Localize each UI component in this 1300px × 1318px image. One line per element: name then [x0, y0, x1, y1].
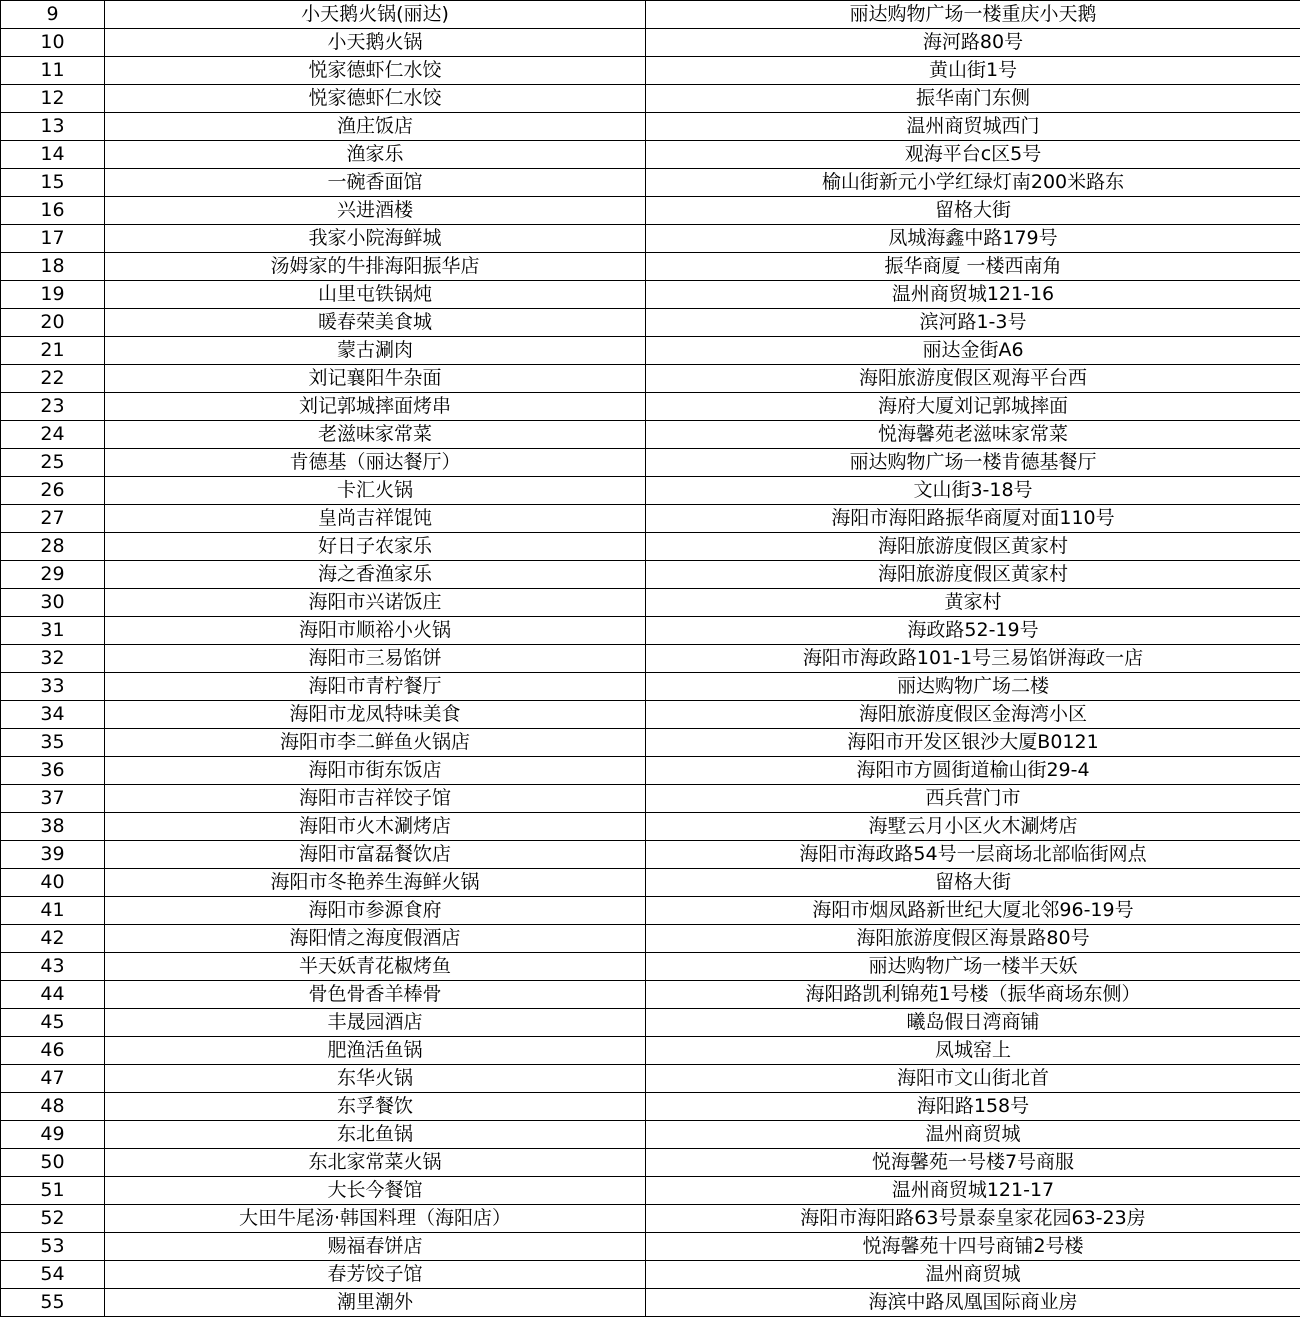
table-row — [1, 141, 1300, 169]
table-row — [1, 729, 1300, 757]
table-row — [1, 813, 1300, 841]
row-number-cell[interactable]: 19 — [1, 281, 105, 309]
table-row — [1, 1009, 1300, 1037]
restaurant-name-cell[interactable]: 暖春荣美食城 — [105, 309, 646, 337]
row-number-cell[interactable]: 28 — [1, 533, 105, 561]
table-row — [1, 701, 1300, 729]
table-row — [1, 785, 1300, 813]
table-row — [1, 225, 1300, 253]
row-number-cell[interactable]: 11 — [1, 57, 105, 85]
restaurant-name-cell[interactable]: 蒙古涮肉 — [105, 337, 646, 365]
row-number-cell[interactable]: 33 — [1, 673, 105, 701]
table-row — [1, 561, 1300, 589]
row-number-cell[interactable]: 23 — [1, 393, 105, 421]
table-row — [1, 981, 1300, 1009]
restaurant-name-cell[interactable]: 老滋味家常菜 — [105, 421, 646, 449]
row-number-cell[interactable]: 15 — [1, 169, 105, 197]
row-number-cell[interactable]: 40 — [1, 869, 105, 897]
row-number-cell[interactable]: 47 — [1, 1065, 105, 1093]
restaurant-address-cell[interactable]: 海阳市方圆街道榆山街29-4 — [646, 757, 1300, 785]
restaurant-address-cell[interactable]: 丽达购物广场一楼半天妖 — [646, 953, 1300, 981]
table-row — [1, 533, 1300, 561]
restaurant-address-cell[interactable]: 海阳市海阳路振华商厦对面110号 — [646, 505, 1300, 533]
restaurant-address-cell[interactable]: 温州商贸城 — [646, 1121, 1300, 1149]
restaurant-address-cell[interactable]: 海阳旅游度假区黄家村 — [646, 533, 1300, 561]
table-row — [1, 925, 1300, 953]
restaurant-name-cell[interactable]: 海阳市街东饭店 — [105, 757, 646, 785]
row-number-cell[interactable]: 16 — [1, 197, 105, 225]
row-number-cell[interactable]: 53 — [1, 1233, 105, 1261]
restaurant-name-cell[interactable]: 肯德基（丽达餐厅） — [105, 449, 646, 477]
restaurant-address-cell[interactable]: 黄山街1号 — [646, 57, 1300, 85]
table-row — [1, 841, 1300, 869]
table-row — [1, 1177, 1300, 1205]
row-number-cell[interactable]: 34 — [1, 701, 105, 729]
table-row — [1, 113, 1300, 141]
restaurant-name-cell[interactable]: 海阳市参源食府 — [105, 897, 646, 925]
row-number-cell[interactable]: 32 — [1, 645, 105, 673]
restaurant-address-cell[interactable]: 海墅云月小区火木涮烤店 — [646, 813, 1300, 841]
restaurant-name-cell[interactable]: 好日子农家乐 — [105, 533, 646, 561]
restaurant-name-cell[interactable]: 丰晟园酒店 — [105, 1009, 646, 1037]
restaurant-address-cell[interactable]: 海阳路158号 — [646, 1093, 1300, 1121]
restaurant-address-cell[interactable]: 黄家村 — [646, 589, 1300, 617]
table-row — [1, 673, 1300, 701]
restaurant-name-cell[interactable]: 海阳情之海度假酒店 — [105, 925, 646, 953]
restaurant-name-cell[interactable]: 海阳市富磊餐饮店 — [105, 841, 646, 869]
table-row — [1, 757, 1300, 785]
restaurant-address-cell[interactable]: 海阳旅游度假区观海平台西 — [646, 365, 1300, 393]
row-number-cell[interactable]: 12 — [1, 85, 105, 113]
row-number-cell[interactable]: 38 — [1, 813, 105, 841]
restaurant-address-cell[interactable]: 凤城海鑫中路179号 — [646, 225, 1300, 253]
restaurant-name-cell[interactable]: 海阳市吉祥饺子馆 — [105, 785, 646, 813]
restaurant-address-cell[interactable]: 海阳市开发区银沙大厦B0121 — [646, 729, 1300, 757]
table-row — [1, 29, 1300, 57]
restaurant-name-cell[interactable]: 海阳市青柠餐厅 — [105, 673, 646, 701]
row-number-cell[interactable]: 22 — [1, 365, 105, 393]
table-row — [1, 953, 1300, 981]
restaurant-name-cell[interactable]: 潮里潮外 — [105, 1289, 646, 1317]
table-row — [1, 1233, 1300, 1261]
restaurant-address-cell[interactable]: 振华商厦 一楼西南角 — [646, 253, 1300, 281]
restaurant-name-cell[interactable]: 海阳市冬艳养生海鲜火锅 — [105, 869, 646, 897]
row-number-cell[interactable]: 49 — [1, 1121, 105, 1149]
row-number-cell[interactable]: 52 — [1, 1205, 105, 1233]
table-row — [1, 505, 1300, 533]
table-row — [1, 1149, 1300, 1177]
row-number-cell[interactable]: 48 — [1, 1093, 105, 1121]
restaurant-name-cell[interactable]: 刘记襄阳牛杂面 — [105, 365, 646, 393]
row-number-cell[interactable]: 27 — [1, 505, 105, 533]
restaurant-address-cell[interactable]: 振华南门东侧 — [646, 85, 1300, 113]
restaurant-address-cell[interactable]: 海河路80号 — [646, 29, 1300, 57]
table-row — [1, 1, 1300, 29]
row-number-cell[interactable]: 29 — [1, 561, 105, 589]
restaurant-address-cell[interactable]: 海阳市烟凤路新世纪大厦北邻96-19号 — [646, 897, 1300, 925]
row-number-cell[interactable]: 37 — [1, 785, 105, 813]
restaurant-name-cell[interactable]: 骨色骨香羊棒骨 — [105, 981, 646, 1009]
table-row — [1, 897, 1300, 925]
table-row — [1, 869, 1300, 897]
restaurant-name-cell[interactable]: 渔庄饭店 — [105, 113, 646, 141]
restaurant-name-cell[interactable]: 海阳市火木涮烤店 — [105, 813, 646, 841]
row-number-cell[interactable]: 44 — [1, 981, 105, 1009]
restaurant-name-cell[interactable]: 大长今餐馆 — [105, 1177, 646, 1205]
row-number-cell[interactable]: 41 — [1, 897, 105, 925]
restaurant-name-cell[interactable]: 春芳饺子馆 — [105, 1261, 646, 1289]
restaurant-address-cell[interactable]: 海政路52-19号 — [646, 617, 1300, 645]
restaurant-name-cell[interactable]: 小天鹅火锅(丽达) — [105, 1, 646, 29]
row-number-cell[interactable]: 50 — [1, 1149, 105, 1177]
restaurant-name-cell[interactable]: 渔家乐 — [105, 141, 646, 169]
restaurant-address-cell[interactable]: 西兵营门市 — [646, 785, 1300, 813]
restaurant-address-cell[interactable]: 温州商贸城121-17 — [646, 1177, 1300, 1205]
restaurant-address-cell[interactable]: 留格大街 — [646, 197, 1300, 225]
row-number-cell[interactable]: 20 — [1, 309, 105, 337]
table-row — [1, 253, 1300, 281]
restaurant-name-cell[interactable]: 海阳市兴诺饭庄 — [105, 589, 646, 617]
row-number-cell[interactable]: 14 — [1, 141, 105, 169]
row-number-cell[interactable]: 55 — [1, 1289, 105, 1317]
row-number-cell[interactable]: 42 — [1, 925, 105, 953]
restaurant-address-cell[interactable]: 海阳旅游度假区海景路80号 — [646, 925, 1300, 953]
restaurant-name-cell[interactable]: 大田牛尾汤·韩国料理（海阳店） — [105, 1205, 646, 1233]
restaurant-address-cell[interactable]: 曦岛假日湾商铺 — [646, 1009, 1300, 1037]
restaurant-address-cell[interactable]: 海阳路凯利锦苑1号楼（振华商场东侧） — [646, 981, 1300, 1009]
restaurant-address-cell[interactable]: 海阳旅游度假区黄家村 — [646, 561, 1300, 589]
row-number-cell[interactable]: 35 — [1, 729, 105, 757]
table-row — [1, 281, 1300, 309]
row-number-cell[interactable]: 13 — [1, 113, 105, 141]
table-row — [1, 337, 1300, 365]
restaurant-address-cell[interactable]: 温州商贸城 — [646, 1261, 1300, 1289]
restaurant-address-cell[interactable]: 海阳市海政路101-1号三易馅饼海政一店 — [646, 645, 1300, 673]
restaurant-name-cell[interactable]: 悦家德虾仁水饺 — [105, 85, 646, 113]
restaurant-name-cell[interactable]: 皇尚吉祥馄饨 — [105, 505, 646, 533]
restaurant-address-cell[interactable]: 丽达金街A6 — [646, 337, 1300, 365]
restaurant-name-cell[interactable]: 悦家德虾仁水饺 — [105, 57, 646, 85]
table-row — [1, 1093, 1300, 1121]
row-number-cell[interactable]: 30 — [1, 589, 105, 617]
restaurant-name-cell[interactable]: 海之香渔家乐 — [105, 561, 646, 589]
restaurant-address-cell[interactable]: 丽达购物广场一楼重庆小天鹅 — [646, 1, 1300, 29]
restaurant-name-cell[interactable]: 我家小院海鲜城 — [105, 225, 646, 253]
row-number-cell[interactable]: 31 — [1, 617, 105, 645]
row-number-cell[interactable]: 51 — [1, 1177, 105, 1205]
table-row — [1, 1289, 1300, 1317]
restaurant-address-cell[interactable]: 凤城窑上 — [646, 1037, 1300, 1065]
row-number-cell[interactable]: 10 — [1, 29, 105, 57]
table-row — [1, 309, 1300, 337]
row-number-cell[interactable]: 25 — [1, 449, 105, 477]
restaurant-address-cell[interactable]: 丽达购物广场一楼肯德基餐厅 — [646, 449, 1300, 477]
restaurant-address-cell[interactable]: 海阳旅游度假区金海湾小区 — [646, 701, 1300, 729]
table-row — [1, 85, 1300, 113]
restaurant-name-cell[interactable]: 海阳市龙凤特味美食 — [105, 701, 646, 729]
restaurant-name-cell[interactable]: 赐福春饼店 — [105, 1233, 646, 1261]
restaurant-name-cell[interactable]: 山里屯铁锅炖 — [105, 281, 646, 309]
table-row — [1, 57, 1300, 85]
restaurant-name-cell[interactable]: 兴进酒楼 — [105, 197, 646, 225]
table-row — [1, 197, 1300, 225]
row-number-cell[interactable]: 46 — [1, 1037, 105, 1065]
row-number-cell[interactable]: 54 — [1, 1261, 105, 1289]
restaurant-address-cell[interactable]: 海滨中路凤凰国际商业房 — [646, 1289, 1300, 1317]
restaurant-name-cell[interactable]: 海阳市顺裕小火锅 — [105, 617, 646, 645]
table-row — [1, 645, 1300, 673]
row-number-cell[interactable]: 39 — [1, 841, 105, 869]
restaurant-address-cell[interactable]: 温州商贸城121-16 — [646, 281, 1300, 309]
table-row — [1, 1261, 1300, 1289]
table-row — [1, 477, 1300, 505]
table-row — [1, 589, 1300, 617]
restaurant-address-cell[interactable]: 榆山街新元小学红绿灯南200米路东 — [646, 169, 1300, 197]
restaurant-name-cell[interactable]: 东北鱼锅 — [105, 1121, 646, 1149]
restaurant-address-cell[interactable]: 悦海馨苑十四号商铺2号楼 — [646, 1233, 1300, 1261]
table-row — [1, 393, 1300, 421]
restaurant-address-cell[interactable]: 海阳市海政路54号一层商场北部临街网点 — [646, 841, 1300, 869]
row-number-cell[interactable]: 18 — [1, 253, 105, 281]
restaurant-name-cell[interactable]: 海阳市三易馅饼 — [105, 645, 646, 673]
restaurant-address-cell[interactable]: 滨河路1-3号 — [646, 309, 1300, 337]
restaurant-address-cell[interactable]: 悦海馨苑老滋味家常菜 — [646, 421, 1300, 449]
table-row — [1, 169, 1300, 197]
row-number-cell[interactable]: 26 — [1, 477, 105, 505]
restaurant-name-cell[interactable]: 小天鹅火锅 — [105, 29, 646, 57]
restaurant-address-cell[interactable]: 海阳市文山街北首 — [646, 1065, 1300, 1093]
restaurant-name-cell[interactable]: 东孚餐饮 — [105, 1093, 646, 1121]
table-body — [1, 1, 1300, 1317]
restaurant-address-cell[interactable]: 悦海馨苑一号楼7号商服 — [646, 1149, 1300, 1177]
restaurant-address-cell[interactable]: 温州商贸城西门 — [646, 113, 1300, 141]
restaurant-name-cell[interactable]: 刘记郭城摔面烤串 — [105, 393, 646, 421]
row-number-cell[interactable]: 9 — [1, 1, 105, 29]
restaurant-name-cell[interactable]: 半天妖青花椒烤鱼 — [105, 953, 646, 981]
table-row — [1, 449, 1300, 477]
restaurant-address-cell[interactable]: 文山街3-18号 — [646, 477, 1300, 505]
row-number-cell[interactable]: 24 — [1, 421, 105, 449]
row-number-cell[interactable]: 21 — [1, 337, 105, 365]
table-row — [1, 1121, 1300, 1149]
table-row — [1, 365, 1300, 393]
restaurant-address-cell[interactable]: 海阳市海阳路63号景泰皇家花园63-23房 — [646, 1205, 1300, 1233]
restaurant-name-cell[interactable]: 东北家常菜火锅 — [105, 1149, 646, 1177]
restaurant-address-cell[interactable]: 丽达购物广场二楼 — [646, 673, 1300, 701]
restaurant-name-cell[interactable]: 海阳市李二鲜鱼火锅店 — [105, 729, 646, 757]
row-number-cell[interactable]: 43 — [1, 953, 105, 981]
table-row — [1, 1037, 1300, 1065]
restaurant-name-cell[interactable]: 一碗香面馆 — [105, 169, 646, 197]
row-number-cell[interactable]: 36 — [1, 757, 105, 785]
row-number-cell[interactable]: 17 — [1, 225, 105, 253]
table-row — [1, 617, 1300, 645]
restaurant-name-cell[interactable]: 汤姆家的牛排海阳振华店 — [105, 253, 646, 281]
table-row — [1, 1205, 1300, 1233]
restaurant-name-cell[interactable]: 卡汇火锅 — [105, 477, 646, 505]
restaurant-name-cell[interactable]: 东华火锅 — [105, 1065, 646, 1093]
table-row — [1, 421, 1300, 449]
row-number-cell[interactable]: 45 — [1, 1009, 105, 1037]
restaurant-name-cell[interactable]: 肥渔活鱼锅 — [105, 1037, 646, 1065]
restaurant-address-cell[interactable]: 海府大厦刘记郭城摔面 — [646, 393, 1300, 421]
table-row — [1, 1065, 1300, 1093]
restaurant-address-cell[interactable]: 观海平台c区5号 — [646, 141, 1300, 169]
restaurant-address-cell[interactable]: 留格大街 — [646, 869, 1300, 897]
